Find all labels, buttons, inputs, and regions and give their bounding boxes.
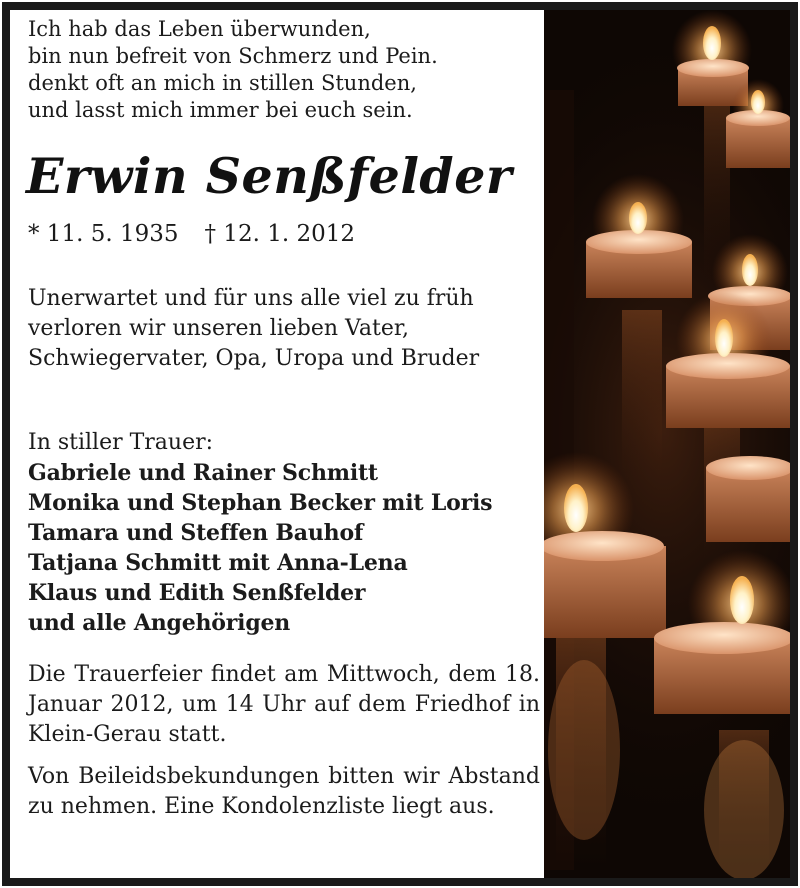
mourner-name: Tamara und Steffen Bauhof xyxy=(28,520,364,546)
poem-line: denkt oft an mich in stillen Stunden, xyxy=(28,71,417,95)
poem-line: Ich hab das Leben überwunden, xyxy=(28,17,371,41)
mourner-name: Monika und Stephan Becker mit Loris xyxy=(28,490,493,516)
poem-line: und lasst mich immer bei euch sein. xyxy=(28,98,413,122)
mourner-name: Tatjana Schmitt mit Anna-Lena xyxy=(28,550,408,576)
obituary-text xyxy=(28,16,540,822)
poem-line: bin nun befreit von Schmerz und Pein. xyxy=(28,44,438,68)
intro-text xyxy=(28,284,540,374)
poem xyxy=(28,16,540,124)
obituary-frame xyxy=(2,2,798,886)
funeral-notice: Die Trauerfeier findet am Mittwoch, dem 18. Januar 2012, um 14 Uhr auf dem Friedhof in Klein-Gerau statt. xyxy=(28,662,540,747)
intro-line: verloren wir unseren lieben Vater, xyxy=(28,316,409,341)
candles-photo xyxy=(544,10,790,880)
candles-icon xyxy=(544,10,790,880)
life-dates xyxy=(28,220,540,248)
death-date: † 12. 1. 2012 xyxy=(204,221,355,247)
deceased-name: Erwin Senßfelder xyxy=(26,147,513,205)
condolence-notice: Von Beileidsbekundungen bitten wir Abstand zu nehmen. Eine Kondolenzliste liegt aus. xyxy=(28,764,540,819)
birth-date: * 11. 5. 1935 xyxy=(28,221,179,247)
mourner-name: Klaus und Edith Senßfelder xyxy=(28,580,366,606)
intro-line: Unerwartet und für uns alle viel zu früh xyxy=(28,286,474,311)
mourners-list xyxy=(28,458,540,638)
mourning-label: In stiller Trauer: xyxy=(28,430,214,455)
mourner-name: und alle Angehörigen xyxy=(28,610,291,636)
intro-line: Schwiegervater, Opa, Uropa und Bruder xyxy=(28,346,480,371)
mourner-name: Gabriele und Rainer Schmitt xyxy=(28,460,378,486)
